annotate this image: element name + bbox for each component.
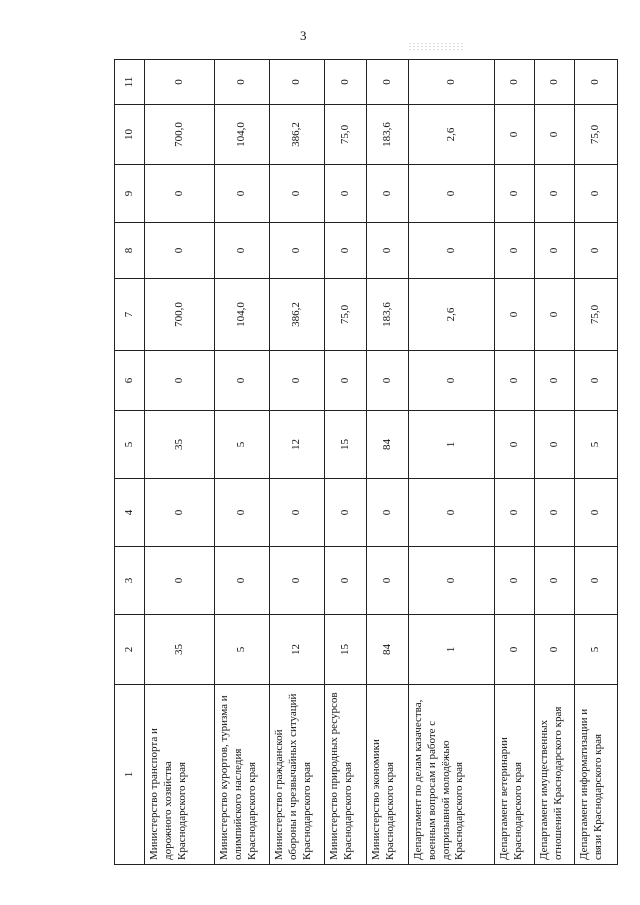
column-header: 1 <box>115 685 145 865</box>
value-cell: 104,0 <box>215 279 270 351</box>
page-number: 3 <box>300 28 307 43</box>
table-row <box>367 60 409 865</box>
value-cell: 0 <box>367 479 409 547</box>
column-header: 11 <box>115 60 145 105</box>
rotated-table-frame <box>114 60 604 865</box>
value-cell: 1 <box>409 411 495 479</box>
value-cell: 0 <box>535 411 575 479</box>
row-label-cell: Департамент ветеринарии Краснодарского края <box>495 685 535 865</box>
value-cell: 0 <box>409 479 495 547</box>
value-cell: 0 <box>325 351 367 411</box>
data-table <box>114 59 618 865</box>
column-header: 2 <box>115 615 145 685</box>
scan-artifact <box>408 42 464 52</box>
value-cell: 0 <box>325 547 367 615</box>
row-label-cell: Департамент информатизации и связи Краснодарского края <box>575 685 618 865</box>
value-cell: 0 <box>145 165 215 223</box>
value-cell: 0 <box>270 547 325 615</box>
value-cell: 0 <box>367 223 409 279</box>
value-cell: 0 <box>325 165 367 223</box>
value-cell: 0 <box>145 223 215 279</box>
value-cell: 0 <box>409 165 495 223</box>
value-cell: 183,6 <box>367 279 409 351</box>
value-cell: 0 <box>409 547 495 615</box>
value-cell: 0 <box>495 60 535 105</box>
column-header: 3 <box>115 547 145 615</box>
value-cell: 1 <box>409 615 495 685</box>
table-row <box>575 60 618 865</box>
value-cell: 0 <box>367 165 409 223</box>
row-label-cell: Департамент имущественных отношений Краснодарского края <box>535 685 575 865</box>
value-cell: 0 <box>270 165 325 223</box>
value-cell: 0 <box>535 223 575 279</box>
value-cell: 183,6 <box>367 105 409 165</box>
value-cell: 75,0 <box>575 105 618 165</box>
value-cell: 0 <box>215 547 270 615</box>
table-container <box>114 60 604 865</box>
value-cell: 104,0 <box>215 105 270 165</box>
row-label-cell: Министерство природных ресурсов Краснодарского края <box>325 685 367 865</box>
value-cell: 0 <box>535 105 575 165</box>
table-row <box>270 60 325 865</box>
value-cell: 0 <box>535 479 575 547</box>
value-cell: 0 <box>575 351 618 411</box>
column-header: 8 <box>115 223 145 279</box>
value-cell: 0 <box>535 165 575 223</box>
value-cell: 84 <box>367 411 409 479</box>
value-cell: 75,0 <box>575 279 618 351</box>
value-cell: 0 <box>535 547 575 615</box>
table-row <box>535 60 575 865</box>
value-cell: 0 <box>367 60 409 105</box>
value-cell: 0 <box>325 479 367 547</box>
value-cell: 5 <box>215 615 270 685</box>
value-cell: 0 <box>270 479 325 547</box>
column-header: 9 <box>115 165 145 223</box>
value-cell: 0 <box>409 223 495 279</box>
row-label-cell: Министерство гражданской обороны и чрезвычайных ситуаций Краснодарского края <box>270 685 325 865</box>
row-label-cell: Департамент по делам казачества, военным вопросам и работе с допризывной молодёжью Краснодарского края <box>409 685 495 865</box>
value-cell: 0 <box>145 479 215 547</box>
value-cell: 0 <box>215 479 270 547</box>
value-cell: 0 <box>575 479 618 547</box>
value-cell: 0 <box>325 223 367 279</box>
value-cell: 0 <box>367 547 409 615</box>
value-cell: 15 <box>325 411 367 479</box>
value-cell: 2,6 <box>409 105 495 165</box>
table-row <box>145 60 215 865</box>
value-cell: 0 <box>145 547 215 615</box>
value-cell: 0 <box>215 351 270 411</box>
value-cell: 0 <box>495 351 535 411</box>
column-header: 5 <box>115 411 145 479</box>
value-cell: 0 <box>535 351 575 411</box>
value-cell: 0 <box>270 351 325 411</box>
value-cell: 2,6 <box>409 279 495 351</box>
column-header: 6 <box>115 351 145 411</box>
value-cell: 0 <box>495 479 535 547</box>
value-cell: 0 <box>270 223 325 279</box>
value-cell: 0 <box>495 411 535 479</box>
row-label-cell: Министерство транспорта и дорожного хозяйства Краснодарского края <box>145 685 215 865</box>
value-cell: 700,0 <box>145 105 215 165</box>
header-row <box>115 60 145 865</box>
value-cell: 75,0 <box>325 105 367 165</box>
value-cell: 0 <box>145 351 215 411</box>
value-cell: 0 <box>495 279 535 351</box>
table-row <box>495 60 535 865</box>
table-row <box>215 60 270 865</box>
value-cell: 35 <box>145 411 215 479</box>
value-cell: 386,2 <box>270 279 325 351</box>
row-label-cell: Министерство экономики Краснодарского края <box>367 685 409 865</box>
table-row <box>325 60 367 865</box>
value-cell: 0 <box>145 60 215 105</box>
value-cell: 0 <box>367 351 409 411</box>
value-cell: 0 <box>325 60 367 105</box>
value-cell: 0 <box>215 223 270 279</box>
value-cell: 0 <box>215 165 270 223</box>
value-cell: 0 <box>409 351 495 411</box>
value-cell: 0 <box>495 615 535 685</box>
value-cell: 35 <box>145 615 215 685</box>
value-cell: 0 <box>495 223 535 279</box>
value-cell: 12 <box>270 411 325 479</box>
value-cell: 386,2 <box>270 105 325 165</box>
value-cell: 0 <box>535 279 575 351</box>
value-cell: 84 <box>367 615 409 685</box>
value-cell: 0 <box>535 615 575 685</box>
value-cell: 0 <box>495 105 535 165</box>
value-cell: 0 <box>535 60 575 105</box>
value-cell: 0 <box>495 547 535 615</box>
value-cell: 12 <box>270 615 325 685</box>
value-cell: 5 <box>575 615 618 685</box>
row-label-cell: Министерство курортов, туризма и олимпийского наследия Краснодарского края <box>215 685 270 865</box>
value-cell: 0 <box>215 60 270 105</box>
value-cell: 5 <box>215 411 270 479</box>
value-cell: 0 <box>270 60 325 105</box>
value-cell: 5 <box>575 411 618 479</box>
value-cell: 0 <box>495 165 535 223</box>
column-header: 7 <box>115 279 145 351</box>
value-cell: 700,0 <box>145 279 215 351</box>
column-header: 10 <box>115 105 145 165</box>
value-cell: 0 <box>575 165 618 223</box>
value-cell: 15 <box>325 615 367 685</box>
value-cell: 0 <box>575 547 618 615</box>
value-cell: 0 <box>409 60 495 105</box>
value-cell: 75,0 <box>325 279 367 351</box>
value-cell: 0 <box>575 223 618 279</box>
value-cell: 0 <box>575 60 618 105</box>
table-row <box>409 60 495 865</box>
column-header: 4 <box>115 479 145 547</box>
